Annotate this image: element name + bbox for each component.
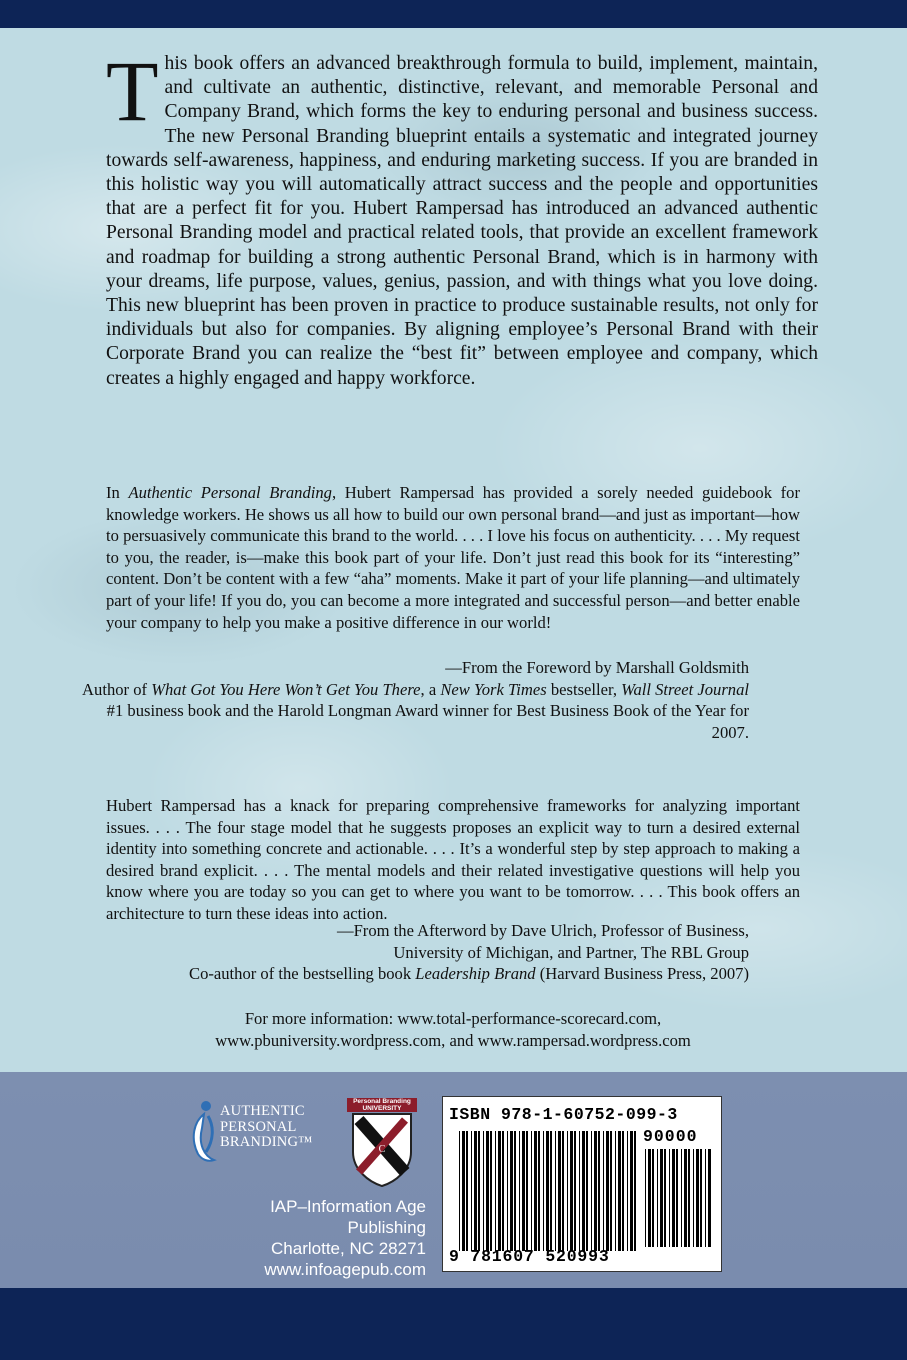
foreword-attribution-line: —From the Foreword by Marshall Goldsmith — [445, 658, 749, 677]
pbu-label — [347, 1098, 417, 1112]
barcode-bar — [519, 1131, 520, 1251]
barcode-bar — [531, 1131, 532, 1251]
publisher-website: www.infoagepub.com — [264, 1260, 426, 1279]
barcode-bar — [586, 1131, 588, 1251]
barcode-bar — [486, 1131, 489, 1251]
barcode-bar — [582, 1131, 585, 1251]
barcode-bar — [591, 1131, 592, 1251]
barcode-bar — [550, 1131, 552, 1251]
ean-digits: 9 781607 520993 — [449, 1247, 610, 1266]
barcode-bar — [622, 1131, 624, 1251]
barcode-bar — [474, 1131, 477, 1251]
barcode-bar — [562, 1131, 564, 1251]
barcode-bar — [502, 1131, 504, 1251]
barcode-bar — [498, 1131, 501, 1251]
bottom-border-band — [0, 1288, 907, 1360]
quote1-prefix: In — [106, 483, 129, 502]
apb-wordmark — [220, 1104, 313, 1151]
barcode-bar — [618, 1131, 621, 1251]
barcode-bar — [558, 1131, 561, 1251]
lead-paragraph — [106, 43, 818, 391]
barcode-bar — [669, 1149, 670, 1247]
isbn-text: ISBN 978-1-60752-099-3 — [449, 1105, 678, 1124]
goldsmith-book-title: What Got You Here Won’t Get You There — [151, 679, 421, 699]
foreword-quote — [106, 482, 800, 633]
publisher-city: Charlotte, NC 28271 — [271, 1239, 426, 1258]
barcode-bar — [483, 1131, 484, 1251]
addon-barcode-bars — [645, 1149, 713, 1247]
drop-cap: T — [106, 43, 159, 139]
barcode-bar — [459, 1131, 460, 1251]
attr-award-text: #1 business book and the Harold Longman Award winner for Best Business Book of the Year for 2007. — [106, 701, 749, 742]
person-swoosh-icon — [184, 1098, 220, 1164]
barcode-bar — [652, 1149, 654, 1247]
barcode-bar — [490, 1131, 492, 1251]
barcode-bar — [546, 1131, 549, 1251]
lead-text: his book offers an advanced breakthrough formula to build, implement, maintain, and cultivate an authentic, distinctive, relevant, and memorable Personal and Company Brand, which forms the key to enduring personal and business success. The new Personal Branding blueprint entails a systematic and integrated journey towards self-awareness, happiness, and enduring marketing success. If you are branded in this holistic way you will automatically attract success and the people and opportunities that are a perfect fit for you. Hubert Rampersad has introduced an advanced authentic Personal Branding model and practical related tools, that provide an excellent framework and roadmap for building a strong authentic Personal Brand, which is in harmony with your dreams, life purpose, values, genius, passion, and with things what you love doing. This new blueprint has been proven in practice to produce sustainable results, not only for individuals but also for companies. By aligning employee’s Personal Brand with their Corporate Brand you can realize the “best fit” between employee and company, which creates a highly engaged and happy workforce. — [106, 53, 818, 389]
barcode-bar — [664, 1149, 666, 1247]
afterword-quote: Hubert Rampersad has a knack for preparing comprehensive frameworks for analyzing important issues. . . . The four stage model that he suggests proposes an explicit way to turn a desired external identity into something concrete and actionable. . . . It’s a wonderful step by step approach to making a desired brand explicit. . . . The mental models and their related investigative questions will help you know where you are today so you can get to where you want to be tomorrow. . . . This book offers an architecture to turn these ideas into action. — [106, 796, 800, 923]
barcode-bar — [657, 1149, 658, 1247]
barcode-bar — [574, 1131, 576, 1251]
more-info-line1: For more information: www.total-performance-scorecard.com, — [244, 1009, 662, 1028]
attr-sep-b: bestseller, — [546, 679, 622, 699]
price-code: 90000 — [643, 1127, 698, 1146]
barcode-bar — [538, 1131, 540, 1251]
barcode-bar — [471, 1131, 472, 1251]
barcode-bar — [681, 1149, 682, 1247]
barcode-bar — [645, 1149, 646, 1247]
pbu-label-line1: Personal Branding — [353, 1098, 411, 1105]
attr-sep-a: , a — [420, 679, 441, 699]
authentic-personal-branding-logo — [184, 1094, 334, 1166]
barcode-bar — [634, 1131, 636, 1251]
publisher-name: IAP–Information Age Publishing — [270, 1197, 426, 1237]
afterword-attribution — [69, 920, 749, 985]
barcode-bar — [495, 1131, 496, 1251]
barcode-bar — [688, 1149, 690, 1247]
ean-barcode-bars — [459, 1131, 637, 1251]
personal-branding-university-logo — [347, 1098, 417, 1188]
publisher-note: (Harvard Business Press, 2007) — [535, 964, 749, 984]
top-border-band — [0, 0, 907, 28]
barcode-bar — [594, 1131, 597, 1251]
barcode-bar — [610, 1131, 612, 1251]
foreword-attribution — [69, 657, 749, 743]
barcode-bar — [708, 1149, 711, 1247]
barcode-bar — [526, 1131, 528, 1251]
apb-line1: AUTHENTIC — [220, 1103, 305, 1119]
quote1-text: , Hubert Rampersad has provided a sorely needed guidebook for knowledge workers. He shows us all how to build our own personal brand—and just as important—how to persuasively communicate this brand to the world. . . . I love his focus on authenticity. . . . My request to you, the reader, is—make this book part of your life. Don’t just read this book for its “interesting” content. Don’t be content with a few “aha” moments. Make it part of your life planning—and ultimately part of your life! If you do, you can become a more integrated and successful person—and better enable your company to help you make a positive difference in our world! — [106, 483, 800, 632]
barcode-bar — [570, 1131, 573, 1251]
barcode-bar — [510, 1131, 513, 1251]
barcode-bar — [466, 1131, 468, 1251]
more-info — [106, 1008, 800, 1051]
barcode-bar — [693, 1149, 694, 1247]
barcode-bar — [543, 1131, 544, 1251]
author-of-text: Author of — [82, 679, 152, 699]
barcode-bar — [522, 1131, 525, 1251]
barcode-bar — [684, 1149, 687, 1247]
barcode-bar — [534, 1131, 537, 1251]
barcode-bar — [567, 1131, 568, 1251]
afterword-attribution-line2: University of Michigan, and Partner, The RBL Group — [393, 942, 749, 962]
barcode-bar — [598, 1131, 600, 1251]
barcode-bar — [630, 1131, 633, 1251]
barcode-bar — [615, 1131, 616, 1251]
publisher-info — [206, 1196, 426, 1280]
coauthor-text: Co-author of the bestselling book — [189, 964, 416, 984]
barcode-bar — [700, 1149, 702, 1247]
barcode-bar — [627, 1131, 628, 1251]
barcode-bar — [462, 1131, 465, 1251]
crest-shield-icon — [347, 1112, 417, 1188]
nyt-title: New York Times — [440, 679, 547, 699]
barcode-bar — [507, 1131, 508, 1251]
apb-line3: BRANDING™ — [220, 1134, 313, 1150]
leadership-brand-title: Leadership Brand — [415, 964, 536, 984]
afterword-attribution-line1: —From the Afterword by Dave Ulrich, Professor of Business, — [336, 921, 749, 940]
pbu-label-line2: UNIVERSITY — [362, 1105, 402, 1112]
barcode-panel — [442, 1096, 722, 1272]
svg-text:C: C — [378, 1144, 386, 1155]
barcode-bar — [606, 1131, 609, 1251]
barcode-bar — [696, 1149, 699, 1247]
barcode-bar — [705, 1149, 706, 1247]
barcode-bar — [514, 1131, 516, 1251]
more-info-line2: www.pbuniversity.wordpress.com, and www.rampersad.wordpress.com — [215, 1030, 691, 1050]
barcode-bar — [648, 1149, 651, 1247]
barcode-bar — [676, 1149, 678, 1247]
barcode-bar — [660, 1149, 663, 1247]
barcode-bar — [603, 1131, 604, 1251]
barcode-bar — [579, 1131, 580, 1251]
barcode-bar — [478, 1131, 480, 1251]
barcode-bar — [555, 1131, 556, 1251]
apb-line2: PERSONAL — [220, 1118, 297, 1135]
quote1-book-title: Authentic Personal Branding — [128, 483, 332, 502]
wsj-title: Wall Street Journal — [621, 679, 749, 699]
barcode-bar — [672, 1149, 675, 1247]
